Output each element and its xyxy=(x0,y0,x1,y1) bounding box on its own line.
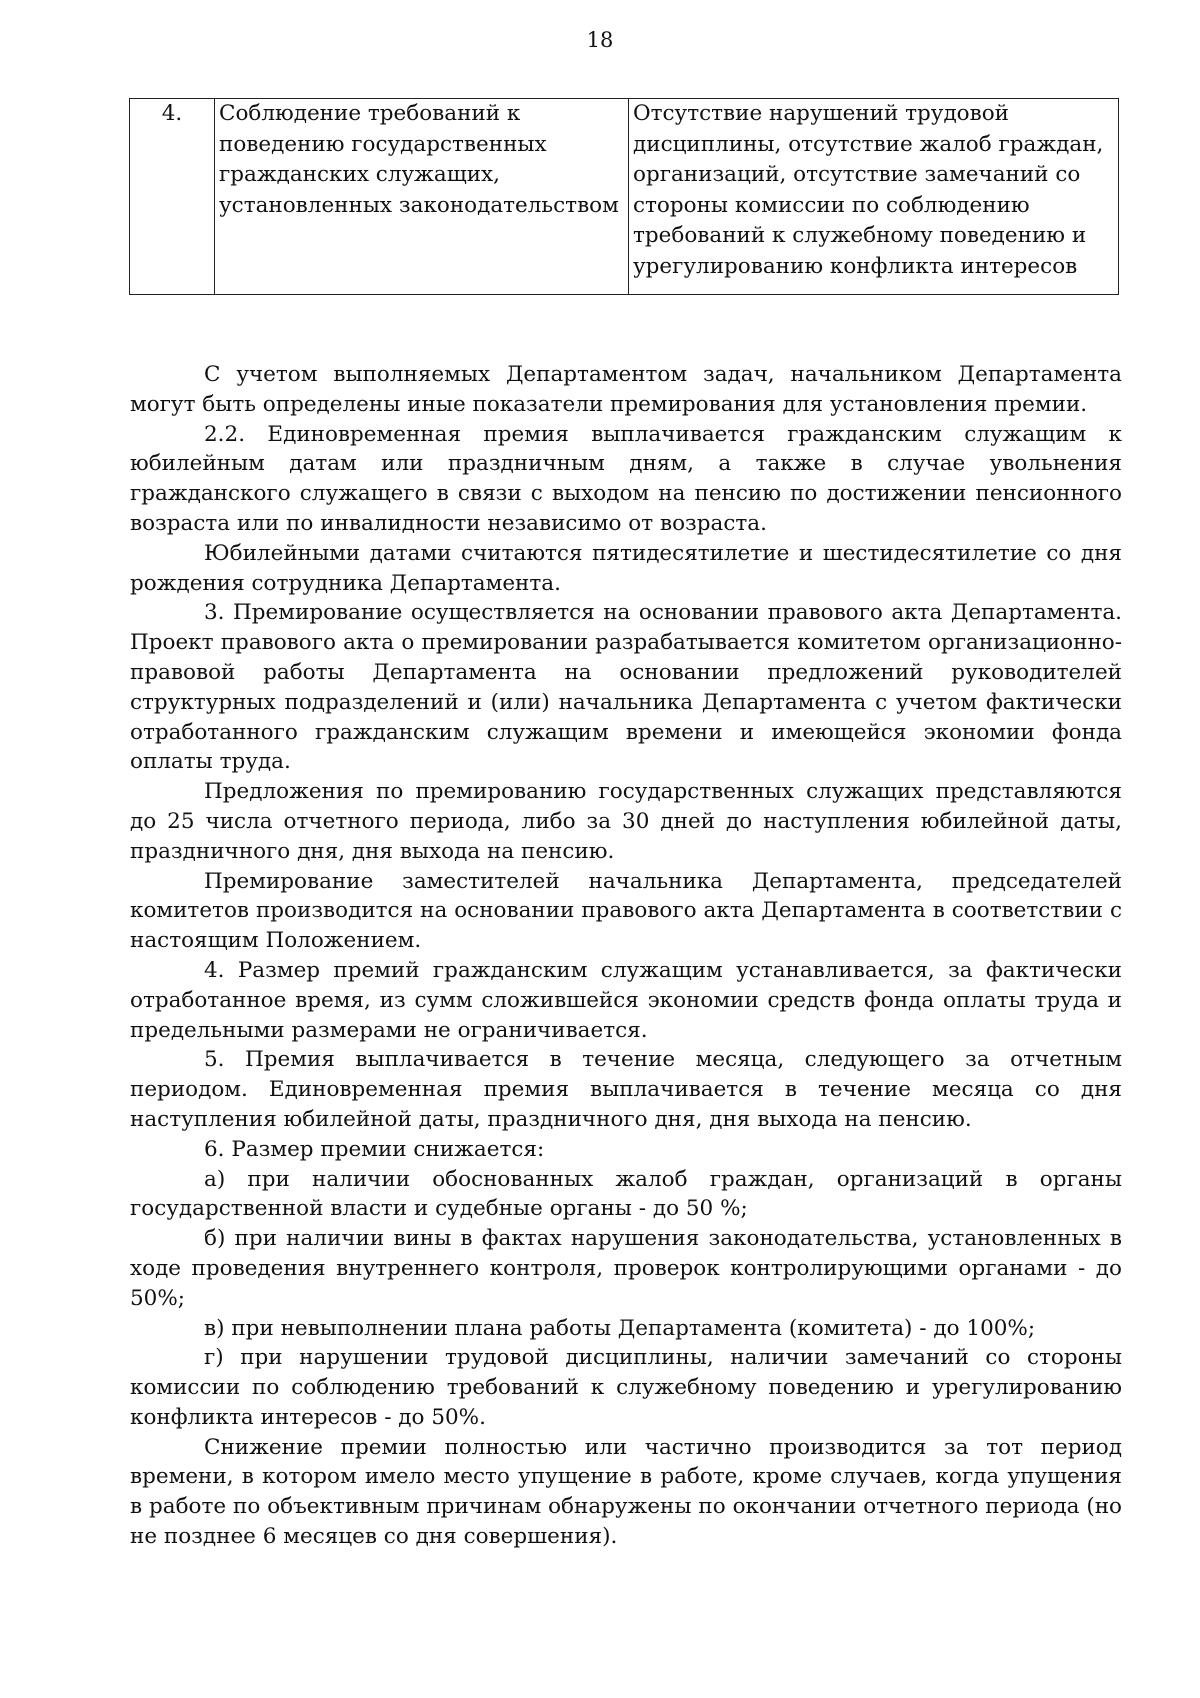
paragraph: 2.2. Единовременная премия выплачивается гражданским служащим к юбилейным датам или праздничным дням, а также в случае увольнения гражданского служащего в связи с выходом на пенсию по достижении пенсионного возраста или по инвалидности независимо от возраста. xyxy=(130,421,1122,536)
row-number: 4. xyxy=(130,99,215,295)
paragraph: 4. Размер премий гражданским служащим устанавливается, за фактически отработанное время, из сумм сложившейся экономии средств фонда оплаты труда и предельными размерами не ограничивается. xyxy=(130,957,1122,1043)
criterion-indicator: Отсутствие нарушений трудовой дисциплины, отсутствие жалоб граждан, организаций, отсутствие замечаний со стороны комиссии по соблюдению требований к служебному поведению и урегулированию конфликта интересов xyxy=(629,99,1119,295)
table-row xyxy=(130,99,1119,295)
paragraph: 5. Премия выплачивается в течение месяца, следующего за отчетным периодом. Единовременная премия выплачивается в течение месяца со дня наступления юбилейной даты, праздничного дня, дня выхода на пенсию. xyxy=(130,1047,1122,1132)
page-number: 18 xyxy=(586,28,614,52)
criterion-name: Соблюдение требований к поведению государственных гражданских служащих, установленных законодательством xyxy=(215,99,629,295)
paragraph: Премирование заместителей начальника Департамента, председателей комитетов производится на основании правового акта Департамента в соответствии с настоящим Положением. xyxy=(130,868,1122,954)
paragraph: г) при нарушении трудовой дисциплины, наличии замечаний со стороны комиссии по соблюдению требований к служебному поведению и урегулированию конфликта интересов - до 50%. xyxy=(130,1345,1122,1430)
paragraph: С учетом выполняемых Департаментом задач, начальником Департамента могут быть определены иные показатели премирования для установления премии. xyxy=(130,362,1122,417)
paragraph: в) при невыполнении плана работы Департамента (комитета) - до 100%; xyxy=(204,1315,1036,1341)
paragraph: Снижение премии полностью или частично производится за тот период времени, в котором имело место упущение в работе, кроме случаев, когда упущения в работе по объективным причинам обнаружены по окончании отчетного периода (но не позднее 6 месяцев со дня совершения). xyxy=(130,1434,1122,1550)
paragraph: а) при наличии обоснованных жалоб граждан, организаций в органы государственной власти и судебные органы - до 50 %; xyxy=(130,1166,1122,1222)
criteria-table xyxy=(129,98,1119,295)
paragraph: Предложения по премированию государственных служащих представляются до 25 числа отчетного периода, либо за 30 дней до наступления юбилейной даты, праздничного дня, дня выхода на пенсию. xyxy=(130,779,1122,864)
paragraph: 6. Размер премии снижается: xyxy=(204,1136,545,1162)
paragraph: б) при наличии вины в фактах нарушения законодательства, установленных в ходе проведения внутреннего контроля, проверок контролирующими органами - до 50%; xyxy=(130,1226,1122,1311)
paragraph: Юбилейными датами считаются пятидесятилетие и шестидесятилетие со дня рождения сотрудника Департамента. xyxy=(130,540,1122,596)
document-body xyxy=(130,360,1122,1552)
paragraph: 3. Премирование осуществляется на основании правового акта Департамента. Проект правового акта о премировании разрабатывается комитетом организационно-правовой работы Департамента на основании предложений руководителей структурных подразделений и (или) начальника Департамента с учетом фактически отработанного гражданским служащим времени и имеющейся экономии фонда оплаты труда. xyxy=(130,600,1122,775)
